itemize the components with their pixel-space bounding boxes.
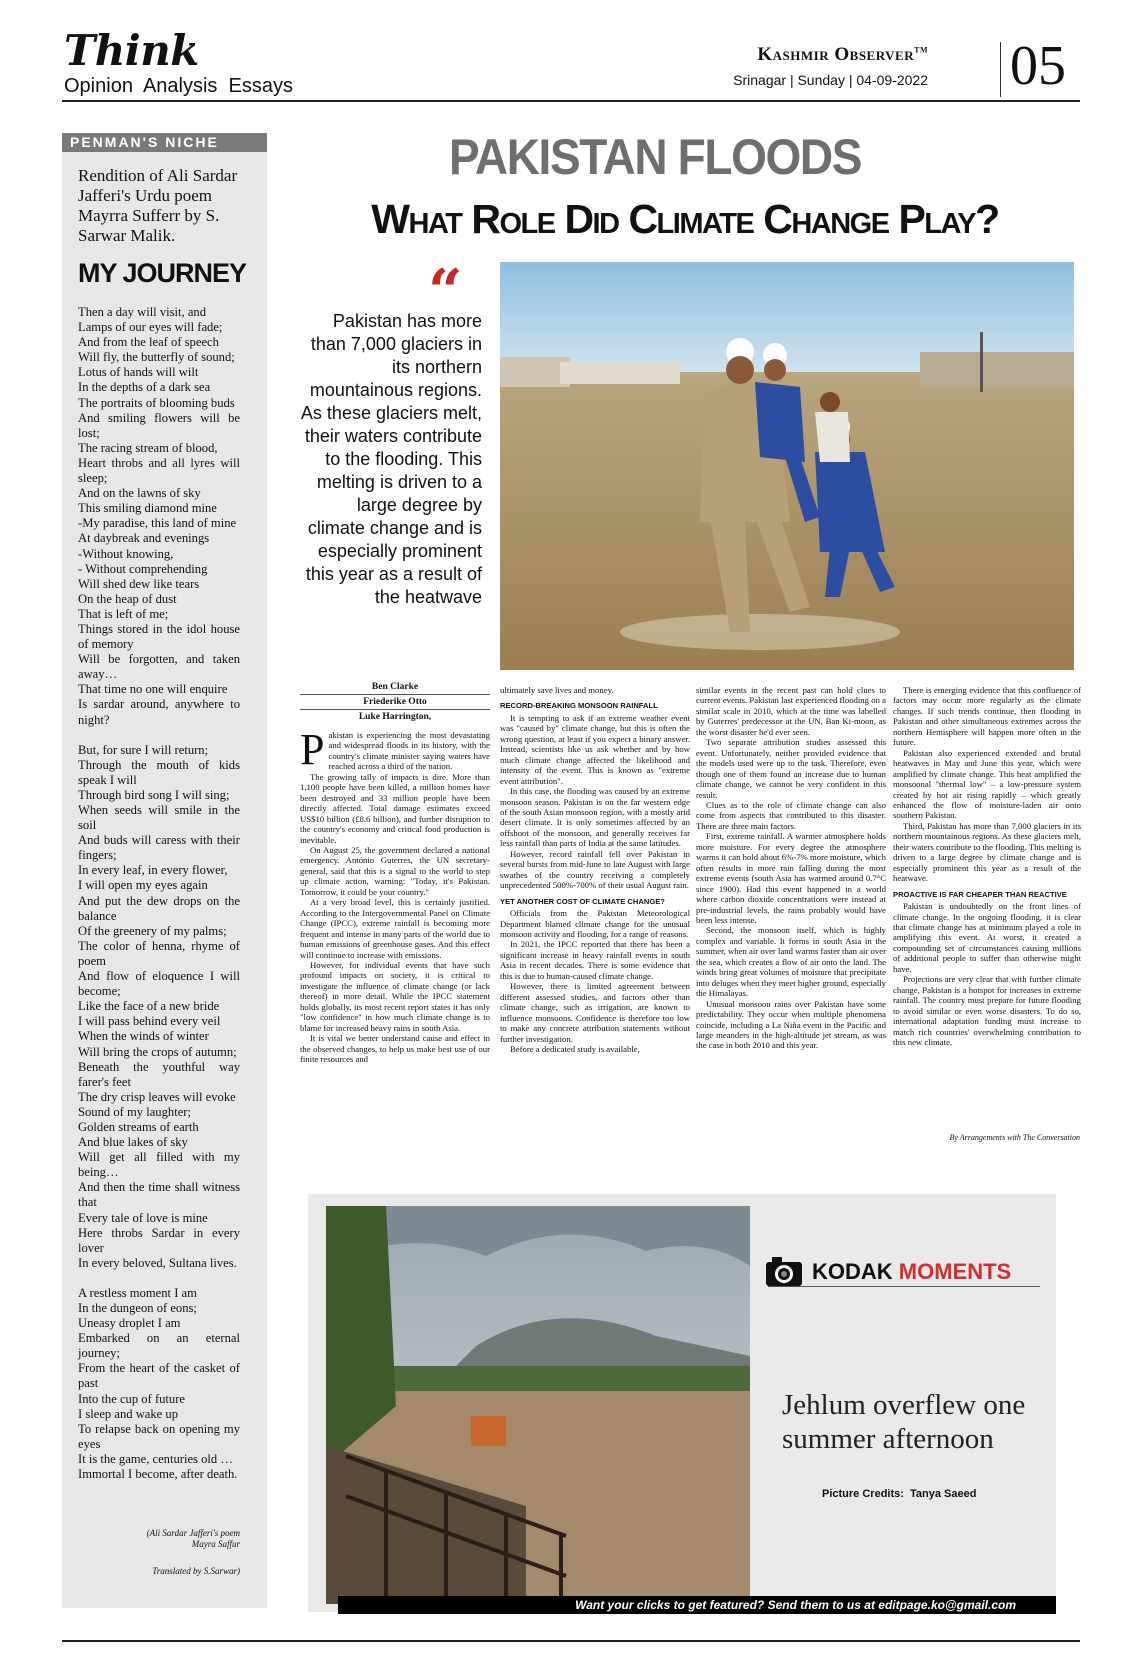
- article-paragraph: First, extreme rainfall. A warmer atmosphere holds more moisture. For every degree the atmosphere warms it can hold about 6%-7% more moisture, which often results in more rain falling during the most extreme events (south Asia has warmed around 0.7°C since 1900). Had this event happened in a world where carbon dioxide concentrations were instead at pre-industrial levels, the rains probably would have been less intense.: [696, 831, 886, 925]
- column-4-body-b: [893, 901, 1081, 1047]
- article-paragraph: Third, Pakistan has more than 7,000 glaciers in its northern mountainous regions. As these glaciers melt, their waters contribute to the flooding. This melting is driven to a large degree by climate change and is especially prominent this year as a result of the heatwave.: [893, 820, 1081, 884]
- poem-line: This smiling diamond mine: [78, 501, 217, 516]
- column-1-body: [300, 725, 490, 1065]
- article-paragraph: Pakistan is undoubtedly on the front lines of climate change. In the ongoing flooding, it is clear that climate change has at minimum played a role in amplifying this event. At worst, it created a compounding set of circumstances causing millions of additional people to suffer than otherwise might have.: [893, 901, 1081, 974]
- article-paragraph: It is vital we better understand cause and effect in the observed changes, to help us make best use of our finite resources and: [300, 1033, 490, 1065]
- poem-line: [78, 1271, 240, 1286]
- article-column-4: [893, 685, 1081, 1047]
- poem-line: Uneasy droplet I am: [78, 1316, 181, 1331]
- poem-line: And put the dew drops on the balance: [78, 893, 240, 923]
- poem-line: - Without comprehending: [78, 561, 208, 576]
- poem-line: Through the mouth of kids speak I will: [78, 757, 240, 787]
- trademark: TM: [914, 45, 928, 55]
- column-2-body-b: [500, 908, 690, 1054]
- poem-line: And blue lakes of sky: [78, 1135, 188, 1150]
- column-2-body-a: [500, 713, 690, 891]
- column-4-body-a: [893, 685, 1081, 884]
- poem-line: Embarked on an eternal journey;: [78, 1331, 240, 1361]
- picture-credit: Picture Credits: Tanya Saeed: [822, 1488, 977, 1500]
- arrangement-credit: By Arrangements with The Conversation: [949, 1133, 1080, 1142]
- poem-line: The portraits of blooming buds: [78, 395, 235, 410]
- column-3-lead: similar events in the recent past can hold clues to current events. Pakistan last experienced flooding on a similar scale in 2010, which at the time was labelled by Guterres' predecessor at the UN, Ban Ki-moon, as the worst disaster he'd ever seen.: [696, 685, 886, 737]
- kodak-title-left: KODAK: [812, 1259, 899, 1284]
- poem-line: From the heart of the casket of past: [78, 1361, 240, 1391]
- page-number: 05: [1010, 35, 1066, 97]
- article-paragraph: However, there is limited agreement between different assessed studies, and factors other than climate change, such as irrigation, are known to influence monsoons. Confidence is therefore too low to make any concrete attribution statements without further investigation.: [500, 981, 690, 1044]
- article-column-3: [696, 685, 886, 1051]
- subheading-record-monsoon: RECORD-BREAKING MONSOON RAINFALL: [500, 701, 658, 711]
- section-title: Think: [64, 26, 199, 75]
- article-column-2: [500, 685, 690, 1054]
- poem-line: Lamps of our eyes will fade;: [78, 320, 223, 335]
- poem-line: When seeds will smile in the soil: [78, 803, 240, 833]
- headline-main: What Role Did Climate Change Play?: [371, 196, 999, 242]
- dateline: Srinagar | Sunday | 04-09-2022: [733, 72, 928, 88]
- article-paragraph: Officials from the Pakistan Meteorological Department blamed climate change for the unusual monsoon activity and flooding, for a range of reasons.: [500, 908, 690, 939]
- article-column-1: [300, 725, 490, 1065]
- poem-line: Will shed dew like tears: [78, 576, 200, 591]
- camera-icon: [764, 1254, 804, 1288]
- poem-line: Here throbs Sardar in every lover: [78, 1225, 240, 1255]
- article-paragraph: Clues as to the role of climate change can also come from aspects that contributed to this disaster. There are three main factors.: [696, 799, 886, 831]
- poem-line: When the winds of winter: [78, 1029, 209, 1044]
- article-paragraph: There is emerging evidence that this confluence of factors may occur more regularly as the climate changes. If such trends continue, then flooding in Pakistan and other simultaneous extremes across the northern Hemisphere will happen more often in the future.: [893, 685, 1081, 748]
- jehlum-river-photo: [326, 1206, 750, 1604]
- sidebar-intro: Rendition of Ali Sardar Jafferi's Urdu poem Mayrra Sufferr by S. Sarwar Malik.: [78, 166, 238, 245]
- column-2-lead: ultimately save lives and money.: [500, 685, 614, 695]
- author-name: Luke Harrington,: [358, 712, 432, 722]
- column-3-body: [696, 737, 886, 1051]
- poem-line: -My paradise, this land of mine: [78, 516, 237, 531]
- poem-line: And on the lawns of sky: [78, 486, 201, 501]
- poem-line: It is the game, centuries old …: [78, 1451, 233, 1466]
- poem-line: And buds will caress with their fingers;: [78, 833, 240, 863]
- kodak-moments-title: [812, 1259, 1011, 1285]
- poem-line: And flow of eloquence I will become;: [78, 969, 240, 999]
- poem-line: The color of henna, rhyme of poem: [78, 938, 240, 968]
- article-paragraph: Projections are very clear that with further climate change, Pakistan is a hotspot for increases in extreme rainfall. The country must prepare for future flooding to avoid similar or even worse disasters. To do so, international adaptation funding must increase to match rich countries' overwhelming contribution to this new climate.: [893, 974, 1081, 1047]
- poem-source: (Ali Sardar Jafferi's poem Mayra Saffur: [146, 1528, 240, 1549]
- author-bylines: [300, 680, 490, 724]
- poem-line: In every leaf, in every flower,: [78, 863, 228, 878]
- author-name: Ben Clarke: [300, 680, 490, 695]
- sidebar-label: PENMAN'S NICHE: [62, 133, 267, 152]
- poem-line: At daybreak and evenings: [78, 531, 210, 546]
- poem-line: Will get all filled with my being…: [78, 1150, 240, 1180]
- poem-line: Beneath the youthful way farer's feet: [78, 1059, 240, 1089]
- brand-name: Kashmir Observer: [757, 44, 915, 65]
- drop-cap: P: [300, 725, 325, 774]
- poem-line: Golden streams of earth: [78, 1119, 199, 1134]
- poem-line: -Without knowing,: [78, 546, 174, 561]
- poem-line: And from the leaf of speech: [78, 335, 219, 350]
- article-paragraph: The growing tally of impacts is dire. More than 1,100 people have been killed, a million homes have been destroyed and 33 million people have been directly affected. Total damage estimates exceed US$10 billion (£8.6 billion), and further disruption to the country's economy and critical food production is inevitable.: [300, 771, 490, 845]
- poem-line: And then the time shall witness that: [78, 1180, 240, 1210]
- poem-text: [78, 305, 240, 1482]
- poem-line: That time no one will enquire: [78, 682, 228, 697]
- section-subtitle: Opinion Analysis Essays: [64, 75, 293, 97]
- poem-line: Sound of my laughter;: [78, 1104, 191, 1119]
- poem-line: Heart throbs and all lyres will sleep;: [78, 455, 240, 486]
- poem-line: Lotus of hands will wilt: [78, 365, 199, 380]
- article-paragraph: However, for individual events that have such profound impacts on society, it is critical to investigate the influence of climate change (or lack thereof) in more detail. While the IPCC statement holds globally, its most recent report states it has only "low confidence" in how much climate change is to blame for increased heavy rains in south Asia.: [300, 959, 490, 1033]
- article-paragraph: Pakistan also experienced extended and brutal heatwaves in May and June this year, which were amplified by climate change. This heat amplified the monsoonal "thermal low" – a low-pressure system created by hot air rising rapidly – which greatly enhanced the flow of moisture-laden air onto southern Pakistan.: [893, 747, 1081, 821]
- poem-line: Then a day will visit, and: [78, 305, 207, 319]
- article-paragraph: Before a dedicated study is available,: [510, 1043, 640, 1054]
- poem-line: A restless moment I am: [78, 1285, 197, 1300]
- poem-line: In the depths of a dark sea: [78, 380, 211, 395]
- poem-line: The dry crisp leaves will evoke: [78, 1089, 236, 1104]
- poem-line: Is sardar around, anywhere to night?: [78, 697, 240, 727]
- footer-rule: [62, 1640, 1080, 1642]
- article-paragraph: In this case, the flooding was caused by an extreme monsoon season. Pakistan is on the far western edge of the south Asian monsoon region, with a mostly arid desert climate. It is only sometimes affected by an offshoot of the monsoon, and generally receives far less rainfall than parts of India at the same latitudes.: [500, 786, 690, 849]
- article-paragraph: Second, the monsoon itself, which is highly complex and variable. It forms in south Asia in the summer, when air over land warms faster than air over the sea, which creates a flow of air onto the land. The winds bring great volumes of moisture that precipitate into deluges when they meet higher ground, especially the Himalayas.: [696, 925, 886, 999]
- poem-line: In every beloved, Sultana lives.: [78, 1255, 237, 1270]
- poem-title: MY JOURNEY: [78, 258, 247, 288]
- poem-line: Through bird song I will sing;: [78, 787, 230, 802]
- newspaper-brand: [757, 44, 928, 66]
- featured-submission-bar: Want your clicks to get featured? Send them to us at editpage.ko@gmail.com: [338, 1596, 1056, 1614]
- pull-quote: Pakistan has more than 7,000 glaciers in its northern mountainous regions. As these glaciers melt, their waters contribute to the flooding. This melting is driven to a large degree by climate change and is especially prominent this year as a result of the heatwave: [300, 311, 482, 607]
- article-paragraph: At a very broad level, this is certainly justified. According to the Intergovernmental Panel on Climate Change (IPCC), extreme rainfall is becoming more frequent and intense in many parts of the world due to human emissions of greenhouse gases. And this effect will continue to increase with emissions.: [300, 897, 490, 960]
- poem-line: And smiling flowers will be lost;: [78, 410, 240, 440]
- poem-line: Will fly, the butterfly of sound;: [78, 350, 235, 365]
- poem-line: That is left of me;: [78, 606, 169, 621]
- header-divider: [1000, 42, 1001, 97]
- poem-line: The racing stream of blood,: [78, 440, 218, 455]
- article-paragraph: On August 25, the government declared a national emergency. António Guterres, the UN secretary-general, said that this is a signal to the world to step up climate action, warning: "Today, it's Pakistan. Tomorrow, it could be your country.": [300, 844, 490, 897]
- poem-line: Of the greenery of my palms;: [78, 923, 227, 938]
- poem-line: Into the cup of future: [78, 1391, 186, 1406]
- subheading-cost-of-climate: YET ANOTHER COST OF CLIMATE CHANGE?: [500, 896, 665, 906]
- article-paragraph: However, record rainfall fell over Pakistan in several bursts from mid-June to late August with large swathes of the country receiving a completely unprecedented 500%-700% of their usual August rain.: [500, 848, 690, 891]
- article-paragraph: It is tempting to ask if an extreme weather event was "caused by" climate change, but this is often the wrong question, at least if you expect a binary answer. Instead, scientists like us ask whether and by how much climate change affected the likelihood and intensity of the event. This is known as "extreme event attribution".: [500, 712, 690, 786]
- poem-line: Immortal I become, after death.: [78, 1467, 238, 1482]
- poem-line: [78, 728, 240, 743]
- article-paragraph: In 2021, the IPCC reported that there has been a significant increase in heavy rainfall events in south Asia in recent decades. There is some evidence that this is due to human-caused climate change.: [500, 939, 690, 981]
- poem-line: To relapse back on opening my eyes: [78, 1421, 240, 1451]
- poem-line: Like the face of a new bride: [78, 999, 220, 1014]
- kodak-title-right: MOMENTS: [898, 1259, 1012, 1284]
- poem-line: I will open my eyes again: [78, 878, 208, 893]
- poem-line: I will pass behind every veil: [78, 1014, 221, 1029]
- article-paragraph: Two separate attribution studies assessed this event. Unfortunately, neither provided evidence that the models used were up to the task. Therefore, even though one of them found an increase due to human climate change, we cannot be very confident in this result.: [696, 737, 886, 800]
- poem-line: On the heap of dust: [78, 591, 177, 606]
- poem-line: In the dungeon of eons;: [78, 1301, 197, 1315]
- translation-credit: Translated by S.Sarwar): [152, 1566, 240, 1576]
- header-rule: [62, 100, 1080, 102]
- author-name: Friederike Otto: [300, 695, 490, 710]
- poem-line: Will bring the crops of autumn;: [78, 1044, 237, 1059]
- article-paragraph: akistan is experiencing the most devastating and widespread floods in its history, with the country's climate minister saying waters have reached across a third of the nation.: [328, 730, 490, 772]
- article-paragraph: Unusual monsoon rains over Pakistan have some predictability. They occur when multiple phenomena coincide, including a La Niña event in the Pacific and large meanders in the high-altitude jet stream, as was the case in both 2010 and this year.: [696, 998, 886, 1051]
- photo-caption: Jehlum overflew one summer afternoon: [782, 1389, 1026, 1455]
- poem-line: But, for sure I will return;: [78, 742, 209, 757]
- kodak-title-rule: [768, 1286, 1040, 1287]
- headline-kicker: PAKISTAN FLOODS: [448, 129, 862, 185]
- poem-line: I sleep and wake up: [78, 1406, 179, 1421]
- poem-line: Things stored in the idol house of memory: [78, 621, 240, 652]
- flood-photo: [500, 262, 1074, 670]
- poem-line: Every tale of love is mine: [78, 1210, 208, 1225]
- quote-mark-icon: “: [428, 257, 463, 327]
- poem-line: Will be forgotten, and taken away…: [78, 652, 240, 682]
- subheading-proactive: PROACTIVE IS FAR CHEAPER THAN REACTIVE: [893, 889, 1067, 899]
